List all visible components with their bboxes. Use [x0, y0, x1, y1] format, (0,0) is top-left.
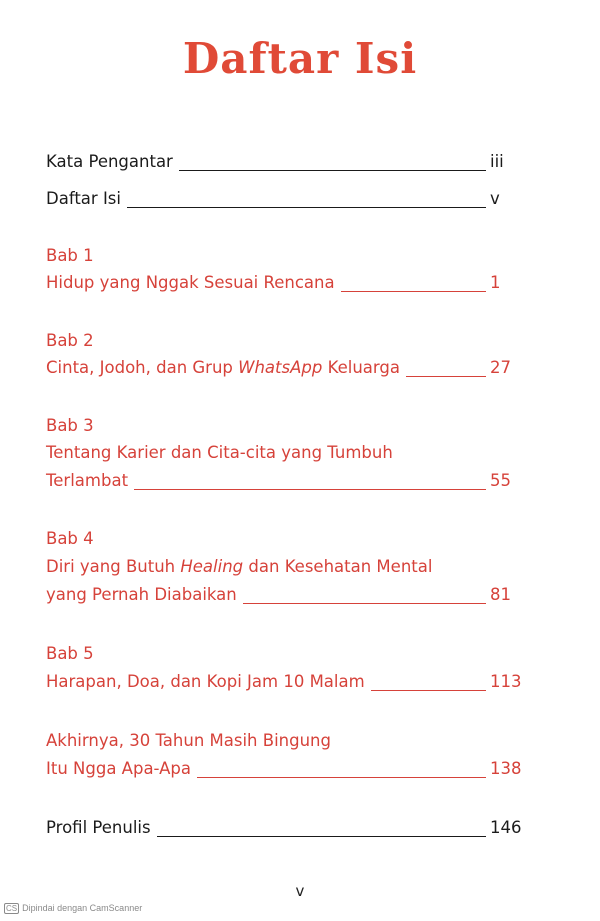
leader-line	[134, 488, 486, 490]
entry-label: Hidup yang Nggak Sesuai Rencana	[46, 273, 335, 292]
leader-line	[157, 835, 486, 837]
toc-entry-bab-4	[46, 585, 522, 611]
entry-label-line: Akhirnya, 30 Tahun Masih Bingung	[46, 731, 331, 750]
entry-label: Kata Pengantar	[46, 152, 173, 171]
toc-entry-bab-3	[46, 471, 522, 497]
leader-line	[406, 375, 486, 377]
scanner-text: Dipindai dengan CamScanner	[22, 903, 143, 913]
entry-label-part: Diri yang Butuh	[46, 557, 181, 576]
entry-label: Daftar Isi	[46, 189, 121, 208]
entry-page: 81	[490, 585, 511, 604]
leader-line	[179, 169, 486, 171]
camscanner-logo-icon: CS	[6, 904, 18, 913]
entry-label-part: Cinta, Jodoh, dan Grup	[46, 358, 239, 377]
toc-entry-bab-2	[46, 358, 522, 384]
chapter-heading: Bab 3	[46, 416, 94, 435]
entry-label-line	[46, 557, 522, 583]
toc-entry-bab-1	[46, 273, 522, 299]
leader-line	[127, 206, 486, 208]
toc-entry-kata-pengantar	[46, 152, 522, 178]
leader-line	[371, 689, 486, 691]
chapter-heading: Bab 5	[46, 644, 94, 663]
entry-label-italic: Healing	[180, 557, 244, 576]
chapter-heading: Bab 2	[46, 331, 94, 350]
entry-label: Profil Penulis	[46, 818, 151, 837]
entry-label: yang Pernah Diabaikan	[46, 585, 237, 604]
entry-page: 1	[490, 273, 501, 292]
chapter-heading: Bab 4	[46, 529, 94, 548]
toc-entry-profil	[46, 818, 522, 844]
chapter-heading: Bab 1	[46, 246, 94, 265]
leader-line	[243, 602, 486, 604]
entry-page: 27	[490, 358, 511, 377]
entry-label-italic: WhatsApp	[238, 358, 323, 377]
entry-label-line: Tentang Karier dan Cita-cita yang Tumbuh	[46, 443, 393, 462]
entry-label: Terlambat	[46, 471, 129, 490]
page-number: v	[295, 882, 305, 900]
entry-page: 113	[490, 672, 522, 691]
toc-entry-closing	[46, 759, 522, 785]
scanner-watermark	[4, 903, 142, 914]
leader-line	[197, 776, 486, 778]
toc-entry-bab-5	[46, 672, 522, 698]
entry-label	[46, 358, 400, 377]
leader-line	[341, 290, 486, 292]
toc-entry-daftar-isi	[46, 189, 522, 215]
page-title: Daftar Isi	[182, 34, 418, 83]
entry-page: 138	[490, 759, 522, 778]
entry-label-part: Keluarga	[322, 358, 400, 377]
entry-page: 146	[490, 818, 522, 837]
entry-page: 55	[490, 471, 511, 490]
entry-page: iii	[490, 152, 504, 171]
entry-label: Itu Ngga Apa-Apa	[46, 759, 192, 778]
entry-label-part: dan Kesehatan Mental	[243, 557, 433, 576]
entry-page: v	[490, 189, 500, 208]
entry-label: Harapan, Doa, dan Kopi Jam 10 Malam	[46, 672, 365, 691]
